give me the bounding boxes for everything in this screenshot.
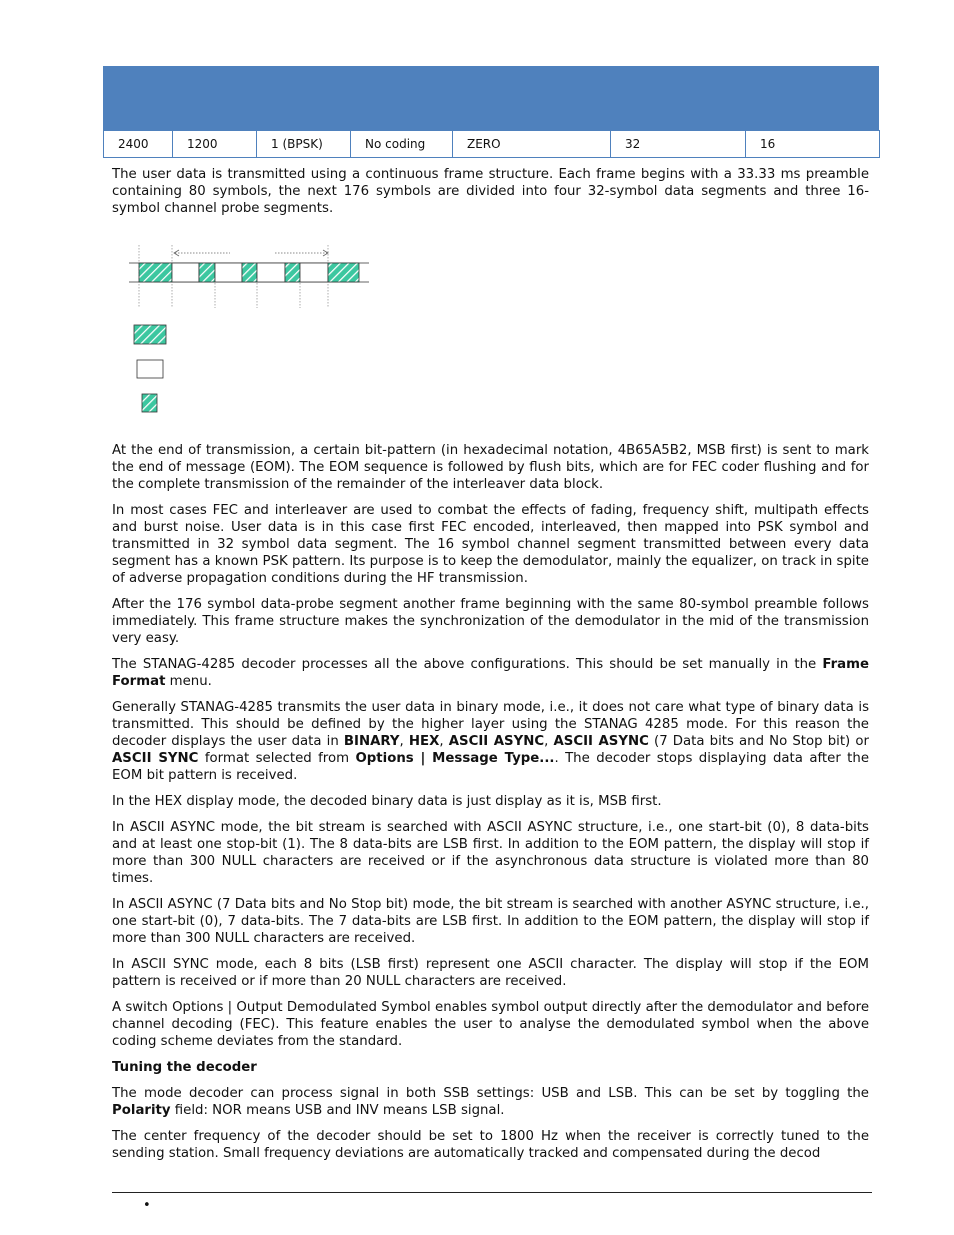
paragraph: A switch Options | Output Demodulated Symbol enables symbol output directly after the demodulator and before channel decoding (FEC). This feature enables the user to analyse the demodulated symbol when the above coding scheme deviates from the standard. <box>112 1000 869 1049</box>
preamble-segment <box>139 263 172 282</box>
config-table-body <box>103 130 880 158</box>
paragraph: In ASCII ASYNC mode, the bit stream is searched with ASCII ASYNC structure, i.e., one start-bit (0), 8 data-bits and at least one stop-bit (1). The 8 data-bits are LSB first. In addition to the EOM pattern, the display will stop if more than 300 NULL characters are received or if the asynchronous data structure is violated more than 80 times. <box>112 820 869 886</box>
paragraph: In ASCII ASYNC (7 Data bits and No Stop bit) mode, the bit stream is searched with another ASYNC structure, i.e., one start-bit (0), 7 data-bits. The 7 data-bits are LSB first. In addition to the EOM pattern, the display will stop if more than 300 NULL characters are received. <box>112 897 869 946</box>
paragraph: At the end of transmission, a certain bit-pattern (in hexadecimal notation, 4B65A5B2, MSB first) is sent to mark the end of message (EOM). The EOM sequence is followed by flush bits, which are for FEC coder flushing and for the complete transmission of the remainder of the interleaver data block. <box>112 443 869 492</box>
paragraph: Generally STANAG-4285 transmits the user data in binary mode, i.e., it does not care what type of binary data is transmitted. This should be defined by the higher layer using the STANAG 4285 mode. For this reason the decoder displays the user data in BINARY, HEX, ASCII ASYNC, ASCII ASYNC (7 Data bits and No Stop bit) or ASCII SYNC format selected from Options | Message Type.... The decoder stops displaying data after the EOM bit pattern is received. <box>112 700 870 783</box>
paragraph: In ASCII SYNC mode, each 8 bits (LSB first) represent one ASCII character. The display will stop if the EOM pattern is received or if more than 20 NULL characters are received. <box>112 957 869 989</box>
section-heading: Tuning the decoder <box>112 1060 257 1075</box>
table-cell: 1 (BPSK) <box>257 131 351 158</box>
probe-segment <box>242 263 257 282</box>
paragraph: The mode decoder can process signal in both SSB settings: USB and LSB. This can be set by toggling the Polarity field: NOR means USB and INV means LSB signal. <box>112 1086 869 1118</box>
footer-bullet: • <box>143 1198 151 1213</box>
table-row <box>104 131 880 158</box>
legend-data-swatch <box>137 360 163 378</box>
config-table <box>103 66 879 158</box>
data-segment <box>215 263 242 282</box>
preamble-segment <box>328 263 359 282</box>
table-cell: 2400 <box>104 131 173 158</box>
table-cell: 16 <box>746 131 880 158</box>
intro-paragraph: The user data is transmitted using a continuous frame structure. Each frame begins with a 33.33 ms preamble containing 80 symbols, the next 176 symbols are divided into four 32-symbol data segments and three 16-symbol channel probe segments. <box>112 167 869 216</box>
body-text <box>112 442 869 1171</box>
table-cell: 32 <box>611 131 746 158</box>
data-segment <box>172 263 199 282</box>
table-cell: ZERO <box>453 131 611 158</box>
paragraph: After the 176 symbol data-probe segment another frame beginning with the same 80-symbol preamble follows immediately. This frame structure makes the synchronization of the demodulator in the mid of the transmission very easy. <box>112 597 869 646</box>
intro-section <box>112 166 869 226</box>
span-arrows <box>174 250 328 256</box>
paragraph: The STANAG-4285 decoder processes all the above configurations. This should be set manually in the Frame Format menu. <box>112 657 869 689</box>
probe-segment <box>285 263 300 282</box>
table-cell: 1200 <box>173 131 257 158</box>
legend-preamble-swatch <box>134 325 166 344</box>
paragraph: In the HEX display mode, the decoded binary data is just display as it is, MSB first. <box>112 794 662 809</box>
table-cell: No coding <box>351 131 453 158</box>
probe-segment <box>199 263 215 282</box>
data-segment <box>257 263 285 282</box>
frame-structure-diagram <box>125 240 385 420</box>
table-header-band <box>103 66 879 130</box>
paragraph: In most cases FEC and interleaver are used to combat the effects of fading, frequency shift, multipath effects and burst noise. User data is in this case first FEC encoded, interleaved, then mapped into PSK symbol and transmitted in 32 symbol data segment. The 16 symbol channel segment transmitted between every data segment has a known PSK pattern. Its purpose is to keep the demodulator, mainly the equalizer, on track in spite of adverse propagation conditions during the HF transmission. <box>112 503 869 586</box>
paragraph: The center frequency of the decoder should be set to 1800 Hz when the receiver is correctly tuned to the sending station. Small frequency deviations are automatically tracked and compensated during the decod <box>112 1129 869 1161</box>
footer-divider <box>112 1192 872 1193</box>
data-segment <box>300 263 328 282</box>
legend-probe-swatch <box>142 394 157 412</box>
